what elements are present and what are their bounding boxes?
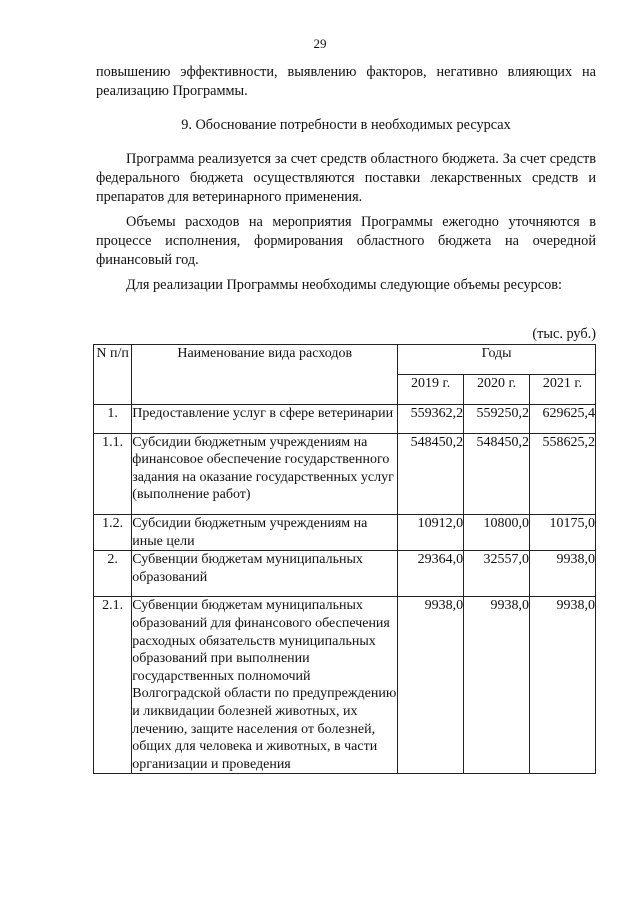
table-row (94, 514, 596, 550)
row-spacer (94, 504, 596, 515)
paragraph-funding-sources: Программа реализуется за счет средств областного бюджета. За счет средств федерального бюджета осуществляются поставки лекарственных средств и препаратов для ветеринарного применения. (96, 151, 596, 205)
paragraph-expenditure-volumes: Объемы расходов на мероприятия Программы ежегодно уточняются в процессе исполнения, формирования областного бюджета на очередной финансовый год. (96, 214, 596, 268)
row-name: Субвенции бюджетам муниципальных образований для финансового обеспечения расходных обязательств муниципальных образований при выполнении государственных полномочий Волгоградской области по предупреждению и ликвидации болезней животных, их лечению, защите населения от болезней, общих для человека и животных, в части организации и проведения (132, 597, 398, 774)
table-row (94, 405, 596, 423)
table-row (94, 551, 596, 587)
row-value-2021: 558625,2 (530, 433, 596, 504)
row-value-2019: 548450,2 (398, 433, 464, 504)
row-num: 1.1. (94, 433, 132, 504)
table-row (94, 433, 596, 504)
header-year-2020: 2020 г. (464, 375, 530, 405)
row-value-2020: 10800,0 (464, 514, 530, 550)
row-value-2019: 559362,2 (398, 405, 464, 423)
row-value-2019: 29364,0 (398, 551, 464, 587)
page-number: 29 (313, 36, 327, 51)
row-value-2021: 10175,0 (530, 514, 596, 550)
row-value-2019: 9938,0 (398, 597, 464, 774)
row-value-2020: 548450,2 (464, 433, 530, 504)
row-value-2021: 629625,4 (530, 405, 596, 423)
row-value-2020: 9938,0 (464, 597, 530, 774)
row-value-2020: 559250,2 (464, 405, 530, 423)
row-num: 1.2. (94, 514, 132, 550)
header-name: Наименование вида расходов (132, 345, 398, 405)
row-name: Предоставление услуг в сфере ветеринарии (132, 405, 398, 423)
resources-table (93, 344, 596, 774)
row-name: Субвенции бюджетам муниципальных образований (132, 551, 398, 587)
table-header-row (94, 345, 596, 375)
row-spacer (94, 586, 596, 597)
row-value-2021: 9938,0 (530, 597, 596, 774)
row-num: 1. (94, 405, 132, 423)
row-value-2019: 10912,0 (398, 514, 464, 550)
table-units-label: (тыс. руб.) (532, 326, 596, 342)
paragraph-resource-intro: Для реализации Программы необходимы следующие объемы ресурсов: (126, 277, 562, 293)
row-num: 2.1. (94, 597, 132, 774)
continuation-paragraph: повышению эффективности, выявлению факторов, негативно влияющих на реализацию Программы. (96, 64, 596, 99)
section-title: 9. Обоснование потребности в необходимых ресурсах (181, 117, 511, 133)
header-year-2019: 2019 г. (398, 375, 464, 405)
table-row (94, 597, 596, 774)
row-spacer (94, 423, 596, 434)
header-year-2021: 2021 г. (530, 375, 596, 405)
row-value-2020: 32557,0 (464, 551, 530, 587)
row-name: Субсидии бюджетным учреждениям на финансовое обеспечение государственного задания на оказание государственных услуг (выполнение работ) (132, 433, 398, 504)
row-name: Субсидии бюджетным учреждениям на иные цели (132, 514, 398, 550)
row-value-2021: 9938,0 (530, 551, 596, 587)
row-num: 2. (94, 551, 132, 587)
header-num: N п/п (94, 345, 132, 405)
header-years: Годы (398, 345, 596, 375)
